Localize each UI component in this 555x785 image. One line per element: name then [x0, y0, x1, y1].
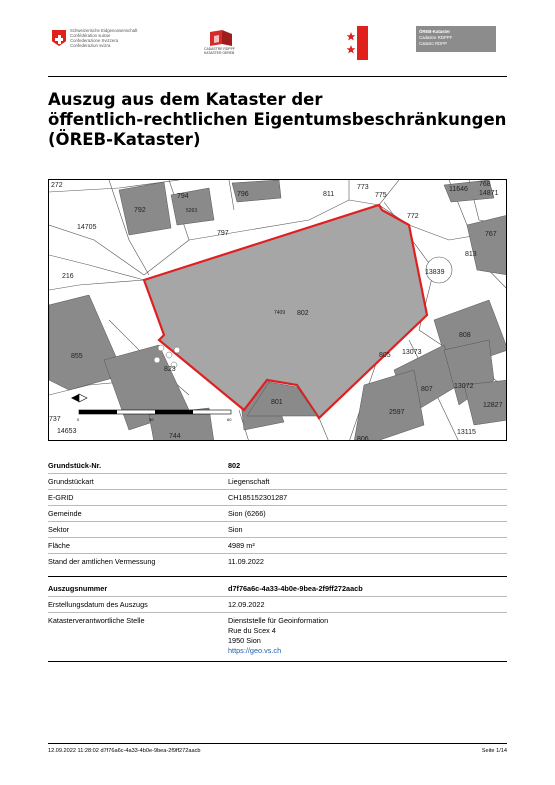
parcel-map-svg[interactable] — [49, 180, 507, 441]
scale-label: 60 — [227, 417, 232, 422]
table-row — [48, 475, 507, 490]
office-line: Dienststelle für Geoinformation — [228, 616, 329, 625]
parcel-label: 14705 — [77, 224, 97, 231]
oereb-cadastre-logo — [416, 26, 496, 54]
row-value: Liegenschaft — [228, 477, 270, 486]
table-row — [48, 491, 507, 506]
row-key: Stand der amtlichen Vermessung — [48, 557, 156, 566]
parcel-label: 744 — [169, 433, 181, 440]
row-key: Grundstück-Nr. — [48, 461, 102, 470]
parcel-label: 13072 — [454, 383, 474, 390]
office-line: Rue du Scex 4 — [228, 626, 276, 635]
parcel-label: 13839 — [425, 269, 445, 276]
parcel-label: 775 — [375, 192, 387, 199]
parcel-label: 11646 — [449, 186, 468, 193]
header-divider — [48, 76, 507, 77]
parcel-label: 794 — [177, 193, 189, 200]
responsible-office — [228, 616, 328, 656]
scale-label: 30 — [149, 417, 154, 422]
swiss-confederation-logo — [52, 28, 162, 58]
oereb-logo-line: Cadastre RDPPF — [419, 35, 453, 40]
title-line: öffentlich-rechtlichen Eigentumsbeschränkungen — [48, 110, 507, 129]
parcel-map[interactable] — [48, 179, 507, 441]
parcel-label: 801 — [271, 399, 283, 406]
valais-coat-of-arms — [346, 26, 368, 60]
row-value: 4989 m² — [228, 541, 255, 550]
row-value: 11.09.2022 — [228, 557, 264, 566]
confederation-line: Confederaziun svizra — [70, 43, 111, 48]
row-key: Fläche — [48, 541, 70, 550]
cadastre-logo-line: CADASTRE RDPPF — [204, 47, 235, 51]
parcel-label: 737 — [49, 416, 61, 423]
page-title — [48, 90, 518, 150]
parcel-label: 813 — [465, 251, 477, 258]
parcel-label: 802 — [297, 310, 309, 317]
parcel-label: 797 — [217, 230, 229, 237]
row-key: Erstellungsdatum des Auszugs — [48, 600, 148, 609]
footer-info: 12.09.2022 11:28:02 d7f76a6c-4a33-4b0e-9bea-2f9ff272aacb — [48, 748, 201, 754]
row-key: Auszugsnummer — [48, 584, 108, 593]
page-number: Seite 1/14 — [481, 748, 507, 754]
confederation-line: Confederazione Svizzera — [70, 38, 119, 43]
section-divider — [48, 661, 507, 662]
footer-divider — [48, 743, 507, 744]
office-website-link[interactable]: https://geo.vs.ch — [228, 646, 282, 655]
row-key: E-GRID — [48, 493, 74, 502]
table-row — [48, 614, 507, 658]
parcel-label: 808 — [459, 332, 471, 339]
parcel-label: 13115 — [457, 429, 476, 436]
table-row — [48, 598, 507, 613]
table-row — [48, 555, 507, 569]
row-key: Sektor — [48, 525, 70, 534]
confederation-line: Confédération suisse — [70, 33, 111, 38]
office-line: 1950 Sion — [228, 636, 261, 645]
parcel-label: 823 — [164, 366, 176, 373]
parcel-label: 12827 — [483, 402, 503, 409]
scale-label: 0 — [77, 417, 80, 422]
table-row — [48, 459, 507, 474]
parcel-label: 2597 — [389, 409, 405, 416]
parcel-label: 796 — [237, 191, 249, 198]
parcel-label: 807 — [421, 386, 433, 393]
parcel-label: 773 — [357, 184, 369, 191]
parcel-label: 14871 — [479, 190, 499, 197]
parcel-label: 7409 — [274, 310, 286, 316]
parcel-label: 768 — [479, 181, 491, 188]
parcel-label: 272 — [51, 182, 63, 189]
parcel-label: 14653 — [57, 428, 77, 435]
parcel-label: 806 — [357, 436, 369, 441]
parcel-label: 5263 — [186, 208, 198, 214]
extract-number: d7f76a6c-4a33-4b0e-9bea-2f9ff272aacb — [228, 584, 363, 593]
row-value: Sion (6266) — [228, 509, 266, 518]
parcel-label: 855 — [71, 353, 83, 360]
parcel-label: 767 — [485, 231, 497, 238]
cadastre-logo — [202, 28, 252, 58]
title-line: Auszug aus dem Kataster der — [48, 90, 323, 109]
oereb-logo-line: ÖREB-Kataster — [419, 29, 451, 34]
table-row — [48, 507, 507, 522]
oereb-logo-line: Catasto RDPP — [419, 41, 447, 46]
table-row — [48, 582, 507, 597]
parcel-label: 811 — [323, 191, 335, 198]
cadastre-logo-line: KATASTER OEREB — [204, 51, 235, 55]
parcel-label: 792 — [134, 207, 146, 214]
parcel-label: 805 — [379, 352, 391, 359]
row-value: 802 — [228, 461, 241, 470]
row-value: Sion — [228, 525, 243, 534]
row-value: CH185152301287 — [228, 493, 288, 502]
row-key: Grundstückart — [48, 477, 94, 486]
parcel-label: 772 — [407, 213, 419, 220]
row-value: 12.09.2022 — [228, 600, 265, 609]
confederation-line: Schweizerische Eidgenossenschaft — [70, 28, 138, 33]
parcel-label: 216 — [62, 273, 74, 280]
table-row — [48, 523, 507, 538]
swiss-cross-icon — [52, 30, 66, 46]
parcel-label: 13073 — [402, 349, 422, 356]
row-key: Gemeinde — [48, 509, 82, 518]
row-key: Katasterverantwortliche Stelle — [48, 616, 145, 625]
valais-coat-of-arms-icon — [346, 26, 368, 60]
table-row — [48, 539, 507, 554]
section-divider — [48, 576, 507, 577]
title-line: (ÖREB-Kataster) — [48, 130, 201, 149]
